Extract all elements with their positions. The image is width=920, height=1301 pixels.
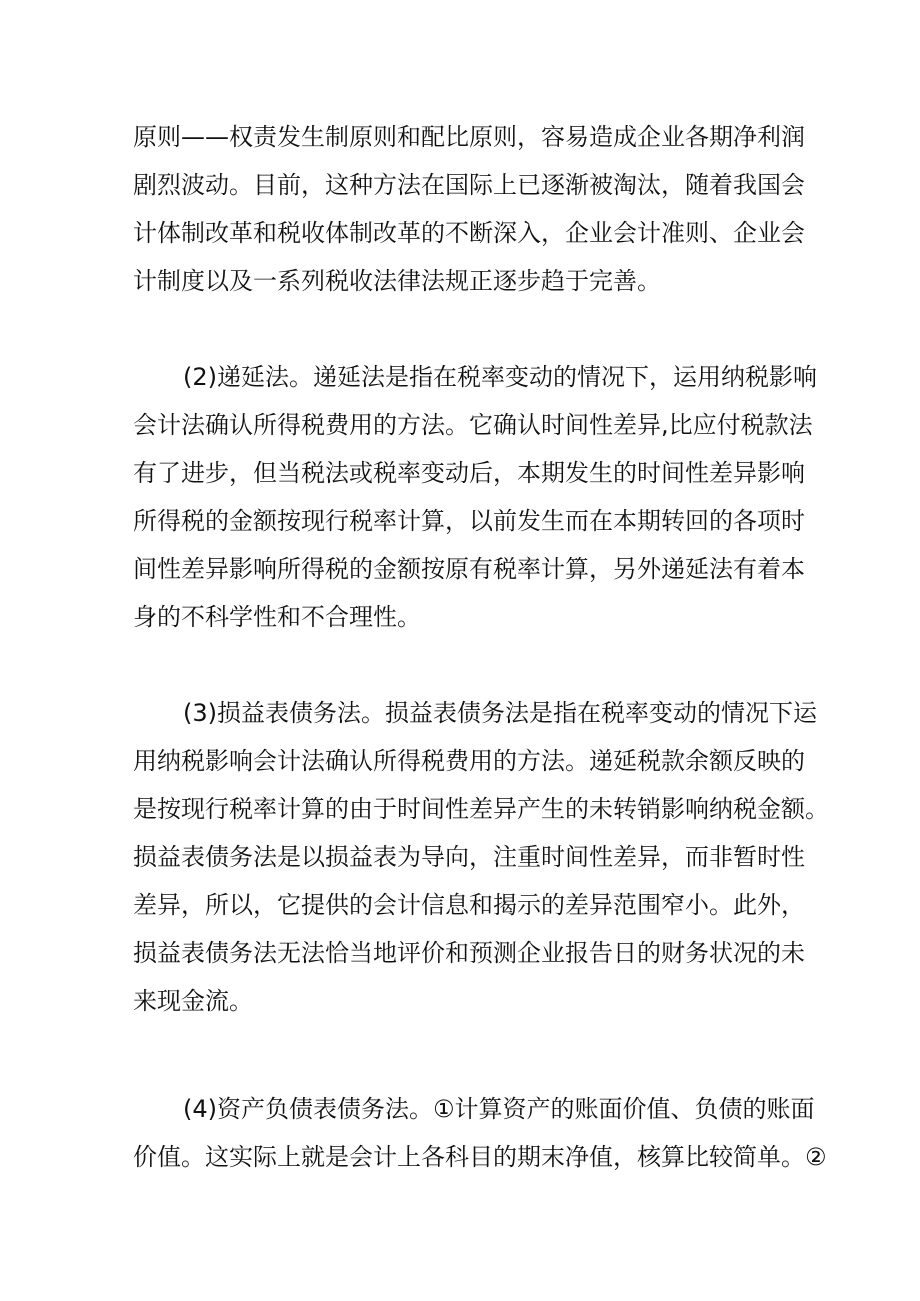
paragraph-line: 损益表债务法是以损益表为导向，注重时间性差异，而非暂时性	[133, 843, 805, 871]
paragraph-line: 原则——权责发生制原则和配比原则，容易造成企业各期净利润	[133, 123, 805, 151]
paragraph-line: 间性差异影响所得税的金额按原有税率计算，另外递延法有着本	[133, 555, 805, 583]
paragraph-line: (3)损益表债务法。损益表债务法是指在税率变动的情况下运	[183, 699, 817, 727]
paragraph-line: 计制度以及一系列税收法律法规正逐步趋于完善。	[133, 267, 661, 295]
paragraph-line: 所得税的金额按现行税率计算，以前发生而在本期转回的各项时	[133, 507, 805, 535]
paragraph-line: 计体制改革和税收体制改革的不断深入，企业会计准则、企业会	[133, 219, 805, 247]
paragraph-line: 损益表债务法无法恰当地评价和预测企业报告日的财务状况的未	[133, 939, 805, 967]
paragraph-line: 身的不科学性和不合理性。	[133, 603, 421, 631]
paragraph-line: 用纳税影响会计法确认所得税费用的方法。递延税款余额反映的	[133, 747, 805, 775]
paragraph-line: 来现金流。	[133, 987, 253, 1015]
paragraph-line: 剧烈波动。目前，这种方法在国际上已逐渐被淘汰，随着我国会	[133, 171, 805, 199]
paragraph-line: 有了进步，但当税法或税率变动后，本期发生的时间性差异影响	[133, 459, 805, 487]
paragraph-line: 是按现行税率计算的由于时间性差异产生的未转销影响纳税金额。	[133, 795, 829, 823]
paragraph-line: (4)资产负债表债务法。①计算资产的账面价值、负债的账面	[183, 1095, 815, 1123]
paragraph-line: (2)递延法。递延法是指在税率变动的情况下，运用纳税影响	[183, 363, 817, 391]
paragraph-line: 差异，所以，它提供的会计信息和揭示的差异范围窄小。此外，	[133, 891, 805, 919]
paragraph-line: 价值。这实际上就是会计上各科目的期末净值，核算比较简单。②	[133, 1143, 827, 1171]
paragraph-line: 会计法确认所得税费用的方法。它确认时间性差异,比应付税款法	[133, 411, 813, 439]
